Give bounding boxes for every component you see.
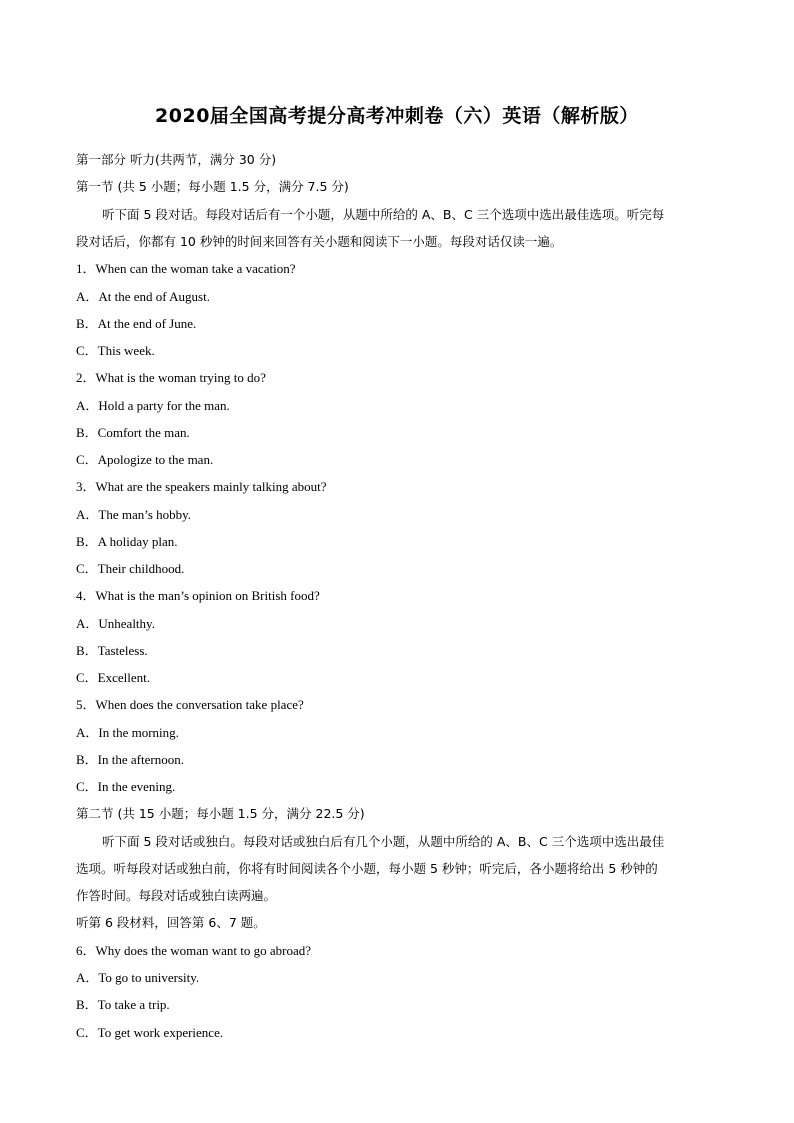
section1-heading: 第一节 (共 5 小题；每小题 1.5 分，满分 7.5 分) <box>76 179 349 194</box>
question-6: 6．Why does the woman want to go abroad? <box>76 943 312 958</box>
question-6-option-a: A．To go to university. <box>76 970 200 985</box>
question-2-option-a: A．Hold a party for the man. <box>76 398 230 413</box>
section2-instructions-line3: 作答时间。每段对话或独白读两遍。 <box>76 888 277 903</box>
question-1-option-b: B．At the end of June. <box>76 316 197 331</box>
material-6-instruction: 听第 6 段材料，回答第 6、7 题。 <box>76 915 266 930</box>
question-4: 4．What is the man’s opinion on British food? <box>76 588 320 603</box>
question-4-option-a: A．Unhealthy. <box>76 616 155 631</box>
question-1: 1．When can the woman take a vacation? <box>76 261 296 276</box>
question-5-option-b: B．In the afternoon. <box>76 752 184 767</box>
question-5: 5．When does the conversation take place? <box>76 697 304 712</box>
question-4-option-b: B．Tasteless. <box>76 643 148 658</box>
section1-instructions-line1: 听下面 5 段对话。每段对话后有一个小题，从题中所给的 A、B、C 三个选项中选出最佳选项。听完每 <box>102 207 665 222</box>
question-5-option-a: A．In the morning. <box>76 725 179 740</box>
section2-instructions-line2: 选项。听每段对话或独白前，你将有时间阅读各个小题，每小题 5 秒钟；听完后，各小题将给出 5 秒钟的 <box>76 861 658 876</box>
question-3-option-c: C．Their childhood. <box>76 561 185 576</box>
question-1-option-c: C．This week. <box>76 343 155 358</box>
part1-heading: 第一部分 听力(共两节，满分 30 分) <box>76 152 277 167</box>
section1-instructions-line2: 段对话后，你都有 10 秒钟的时间来回答有关小题和阅读下一小题。每段对话仅读一遍。 <box>76 234 563 249</box>
question-3: 3．What are the speakers mainly talking about? <box>76 479 327 494</box>
question-2: 2．What is the woman trying to do? <box>76 370 266 385</box>
question-4-option-c: C．Excellent. <box>76 670 151 685</box>
page-title: 2020届全国高考提分高考冲刺卷（六）英语（解析版） <box>155 105 639 127</box>
question-6-option-b: B．To take a trip. <box>76 997 170 1012</box>
section2-instructions-line1: 听下面 5 段对话或独白。每段对话或独白后有几个小题，从题中所给的 A、B、C 三个选项中选出最佳 <box>102 834 665 849</box>
question-6-option-c: C．To get work experience. <box>76 1025 224 1040</box>
question-3-option-a: A．The man’s hobby. <box>76 507 192 522</box>
question-5-option-c: C．In the evening. <box>76 779 176 794</box>
question-3-option-b: B．A holiday plan. <box>76 534 178 549</box>
question-2-option-c: C．Apologize to the man. <box>76 452 214 467</box>
section2-heading: 第二节 (共 15 小题；每小题 1.5 分，满分 22.5 分) <box>76 806 365 821</box>
question-1-option-a: A．At the end of August. <box>76 289 210 304</box>
question-2-option-b: B．Comfort the man. <box>76 425 190 440</box>
